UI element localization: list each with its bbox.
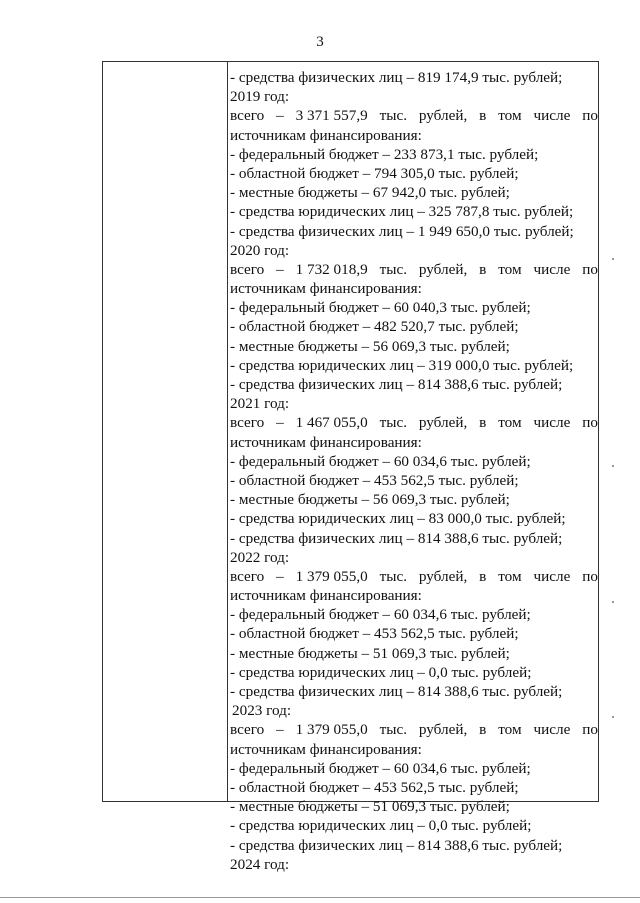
funding-line: источникам финансирования: [230, 433, 422, 451]
total-word: – [276, 721, 284, 739]
funding-line: - местные бюджеты – 56 069,3 тыс. рублей; [230, 491, 510, 509]
total-word: числе [533, 567, 571, 585]
total-word: всего [230, 721, 265, 739]
total-line [230, 567, 598, 586]
funding-line: - средства юридических лиц – 325 787,8 тыс. рублей; [230, 203, 574, 221]
funding-line: - средства физических лиц – 814 388,6 тыс. рублей; [230, 376, 563, 393]
funding-line: - средства физических лиц – 814 388,6 тыс. рублей; [230, 529, 563, 547]
total-line [230, 106, 598, 125]
total-word: 1 379 055,0 [295, 567, 368, 585]
funding-line: - федеральный бюджет – 60 034,6 тыс. рублей; [230, 759, 531, 777]
total-word: том [498, 107, 522, 125]
funding-line: - средства юридических лиц – 83 000,0 тыс. рублей; [230, 510, 566, 528]
total-word: по [582, 260, 598, 278]
total-word: рублей, [418, 414, 468, 432]
funding-line: - средства юридических лиц – 319 000,0 тыс. рублей; [230, 356, 574, 374]
total-word: всего [230, 414, 265, 432]
total-word: всего [230, 260, 265, 278]
total-line [230, 260, 598, 279]
total-word: 1 379 055,0 [295, 721, 368, 739]
total-word: том [498, 567, 522, 585]
funding-line: - федеральный бюджет – 60 034,6 тыс. рублей; [230, 452, 531, 470]
funding-line: источникам финансирования: [230, 587, 422, 605]
total-word: тыс. [379, 567, 407, 585]
funding-line: - федеральный бюджет – 60 040,3 тыс. рублей; [230, 299, 531, 317]
funding-line: - средства физических лиц – 814 388,6 тыс. рублей; [230, 836, 563, 854]
funding-line: - средства физических лиц – 1 949 650,0 тыс. рублей; [230, 222, 574, 240]
scan-mark [612, 465, 614, 467]
column-divider [227, 62, 228, 801]
total-word: том [498, 721, 522, 739]
funding-line: - федеральный бюджет – 233 873,1 тыс. рублей; [230, 145, 539, 163]
page-number: 3 [316, 34, 324, 50]
total-word: том [498, 414, 522, 432]
year-heading: 2021 год: [230, 395, 290, 413]
funding-line: - средства юридических лиц – 0,0 тыс. рублей; [230, 663, 532, 681]
scan-mark [612, 601, 614, 603]
total-word: тыс. [379, 107, 407, 125]
total-word: в [479, 567, 487, 585]
funding-line: - местные бюджеты – 51 069,3 тыс. рублей; [230, 798, 510, 816]
funding-line: источникам финансирования: [230, 280, 422, 298]
total-word: – [276, 107, 284, 125]
year-heading: 2023 год: [232, 702, 292, 720]
funding-line: - средства физических лиц – 819 174,9 тыс. рублей; [230, 69, 563, 86]
total-word: рублей, [418, 567, 468, 585]
total-word: – [276, 414, 284, 432]
scan-mark [612, 716, 614, 718]
total-word: числе [533, 721, 571, 739]
year-heading: 2020 год: [230, 241, 290, 259]
total-word: 1 732 018,9 [295, 260, 368, 278]
year-heading: 2019 год: [230, 88, 290, 106]
funding-line: - областной бюджет – 794 305,0 тыс. рублей; [230, 164, 519, 182]
total-word: числе [533, 414, 571, 432]
total-word: тыс. [379, 721, 407, 739]
total-line [230, 413, 598, 432]
funding-line: источникам финансирования: [230, 126, 422, 144]
funding-line: - областной бюджет – 453 562,5 тыс. рублей; [230, 471, 519, 489]
funding-line: источникам финансирования: [230, 740, 422, 758]
total-word: по [582, 567, 598, 585]
funding-text-cell [230, 68, 598, 874]
total-word: по [582, 414, 598, 432]
total-word: всего [230, 107, 265, 125]
funding-line: - местные бюджеты – 51 069,3 тыс. рублей; [230, 644, 510, 662]
total-word: 3 371 557,9 [295, 107, 368, 125]
total-word: в [479, 414, 487, 432]
funding-line: - федеральный бюджет – 60 034,6 тыс. рублей; [230, 606, 531, 624]
year-heading: 2024 год: [230, 855, 290, 873]
total-word: числе [533, 260, 571, 278]
funding-line: - областной бюджет – 453 562,5 тыс. рублей; [230, 625, 519, 643]
total-word: 1 467 055,0 [295, 414, 368, 432]
total-word: в [479, 721, 487, 739]
total-word: в [479, 107, 487, 125]
total-line [230, 720, 598, 739]
total-word: – [276, 260, 284, 278]
total-word: по [582, 107, 598, 125]
total-word: в [479, 260, 487, 278]
total-word: всего [230, 567, 265, 585]
funding-line: - средства физических лиц – 814 388,6 тыс. рублей; [230, 683, 563, 700]
funding-line: - областной бюджет – 482 520,7 тыс. рублей; [230, 318, 519, 336]
bottom-edge-rule [0, 897, 640, 898]
total-word: том [498, 260, 522, 278]
total-word: рублей, [418, 721, 468, 739]
funding-line: - средства юридических лиц – 0,0 тыс. рублей; [230, 817, 532, 835]
total-word: рублей, [418, 260, 468, 278]
year-heading: 2022 год: [230, 548, 290, 566]
total-word: рублей, [418, 107, 468, 125]
total-word: по [582, 721, 598, 739]
total-word: – [276, 567, 284, 585]
total-word: числе [533, 107, 571, 125]
total-word: тыс. [379, 260, 407, 278]
funding-line: - местные бюджеты – 56 069,3 тыс. рублей; [230, 337, 510, 355]
budget-table [102, 61, 599, 873]
funding-line: - областной бюджет – 453 562,5 тыс. рублей; [230, 778, 519, 796]
total-word: тыс. [379, 414, 407, 432]
funding-line: - местные бюджеты – 67 942,0 тыс. рублей; [230, 184, 510, 202]
scan-mark [612, 258, 614, 260]
